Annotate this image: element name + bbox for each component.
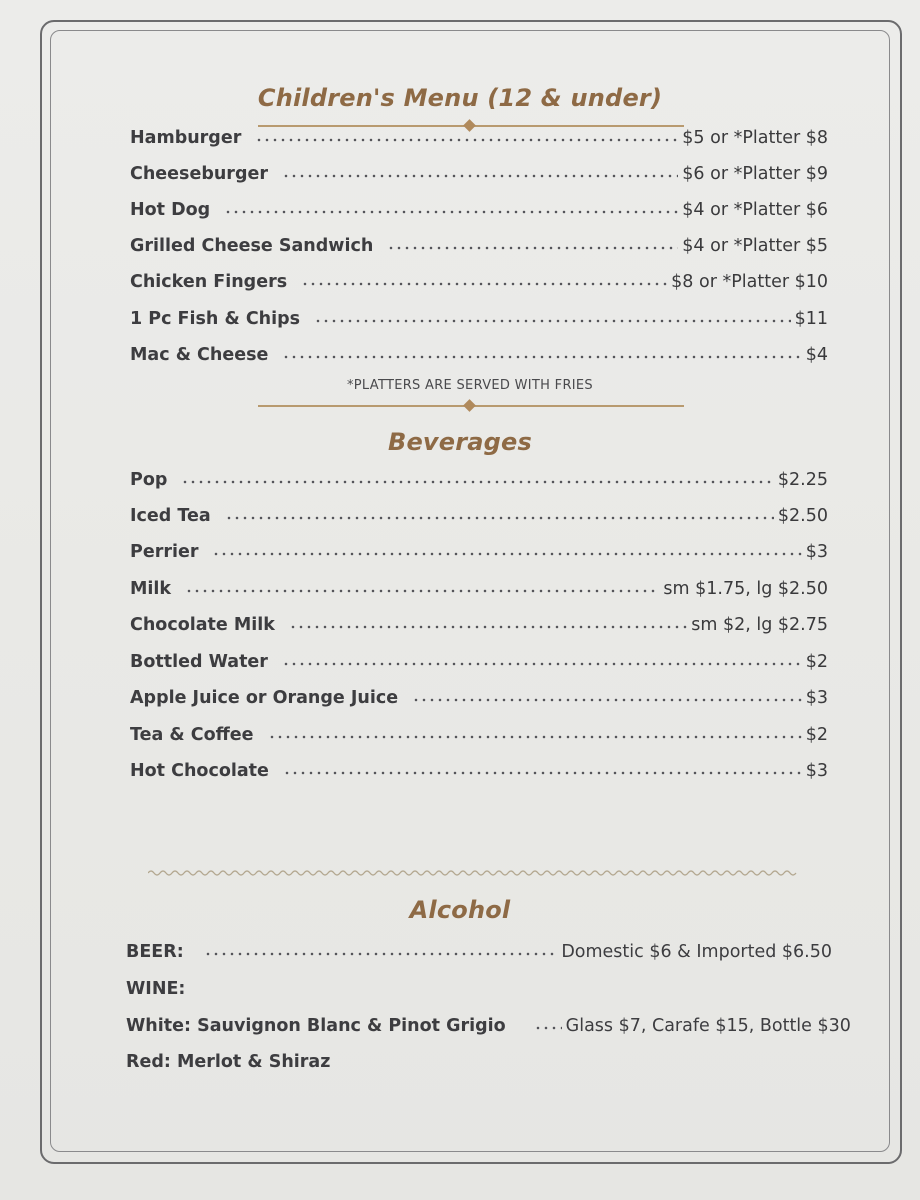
menu-item (130, 542, 828, 568)
item-price: $3 (805, 542, 828, 562)
dot-leader (412, 698, 802, 702)
item-name: Hot Dog (130, 200, 211, 220)
menu-item (130, 579, 828, 605)
item-name: Chocolate Milk (130, 615, 275, 635)
wavy-divider (148, 866, 798, 880)
dot-leader (181, 480, 774, 484)
dot-leader (301, 282, 667, 286)
menu-item (130, 615, 828, 641)
item-name: Iced Tea (130, 506, 211, 526)
wine-row (126, 979, 832, 1005)
item-name: Chicken Fingers (130, 272, 288, 292)
wine-label: WINE: (126, 979, 186, 999)
red-wine-label: Red: Merlot & Shiraz (126, 1052, 331, 1072)
item-price: $6 or *Platter $9 (682, 164, 828, 184)
children-menu-title: Children's Menu (12 & under) (257, 84, 663, 112)
menu-item (130, 652, 828, 678)
menu-item (130, 236, 828, 262)
item-name: Cheeseburger (130, 164, 268, 184)
item-price: $8 or *Platter $10 (671, 272, 828, 292)
item-price: $3 (805, 688, 828, 708)
item-price: sm $1.75, lg $2.50 (663, 579, 828, 599)
dot-leader (314, 319, 791, 323)
platter-note: *PLATTERS ARE SERVED WITH FRIES (346, 378, 593, 393)
item-name: Bottled Water (130, 652, 268, 672)
dot-leader (282, 174, 678, 178)
menu-item (130, 725, 828, 751)
dot-leader (534, 1026, 562, 1030)
dot-leader (283, 771, 802, 775)
beverages-title: Beverages (387, 428, 533, 456)
beer-price: Domestic $6 & Imported $6.50 (561, 942, 832, 962)
diamond-ornament-icon (463, 399, 476, 412)
dot-leader (224, 210, 678, 214)
item-price: $11 (794, 309, 828, 329)
item-name: Hot Chocolate (130, 761, 269, 781)
menu-item (130, 470, 828, 496)
item-name: Tea & Coffee (130, 725, 254, 745)
dot-leader (268, 735, 802, 739)
menu-item (130, 200, 828, 226)
dot-leader (212, 552, 801, 556)
item-name: 1 Pc Fish & Chips (130, 309, 301, 329)
item-price: $2 (805, 725, 828, 745)
item-name: Perrier (130, 542, 199, 562)
menu-item (130, 506, 828, 532)
item-price: $2 (805, 652, 828, 672)
dot-leader (255, 138, 678, 142)
item-name: Pop (130, 470, 168, 490)
item-name: Apple Juice or Orange Juice (130, 688, 399, 708)
dot-leader (282, 662, 802, 666)
menu-item (130, 272, 828, 298)
red-wine-row (126, 1052, 832, 1078)
dot-leader (282, 355, 801, 359)
item-price: $2.50 (777, 506, 828, 526)
item-price: $5 or *Platter $8 (682, 128, 828, 148)
item-price: $4 (805, 345, 828, 365)
white-wine-label: White: Sauvignon Blanc & Pinot Grigio (126, 1016, 506, 1036)
dot-leader (185, 589, 659, 593)
item-price: $3 (805, 761, 828, 781)
item-name: Hamburger (130, 128, 242, 148)
middle-divider (258, 400, 684, 412)
alcohol-title: Alcohol (409, 896, 511, 924)
menu-item (130, 761, 828, 787)
menu-item (130, 345, 828, 371)
white-wine-row (126, 1016, 851, 1042)
item-price: $4 or *Platter $5 (682, 236, 828, 256)
beer-label: BEER: (126, 942, 184, 962)
menu-item (130, 164, 828, 190)
item-name: Grilled Cheese Sandwich (130, 236, 374, 256)
beer-row (126, 942, 832, 968)
menu-item (130, 128, 828, 154)
dot-leader (225, 516, 774, 520)
item-name: Mac & Cheese (130, 345, 269, 365)
item-price: $2.25 (777, 470, 828, 490)
menu-item (130, 688, 828, 714)
item-price: sm $2, lg $2.75 (691, 615, 828, 635)
dot-leader (204, 952, 558, 956)
item-price: $4 or *Platter $6 (682, 200, 828, 220)
menu-item (130, 309, 828, 335)
dot-leader (387, 246, 678, 250)
white-wine-price: Glass $7, Carafe $15, Bottle $30 (565, 1016, 851, 1036)
item-name: Milk (130, 579, 172, 599)
dot-leader (289, 625, 687, 629)
